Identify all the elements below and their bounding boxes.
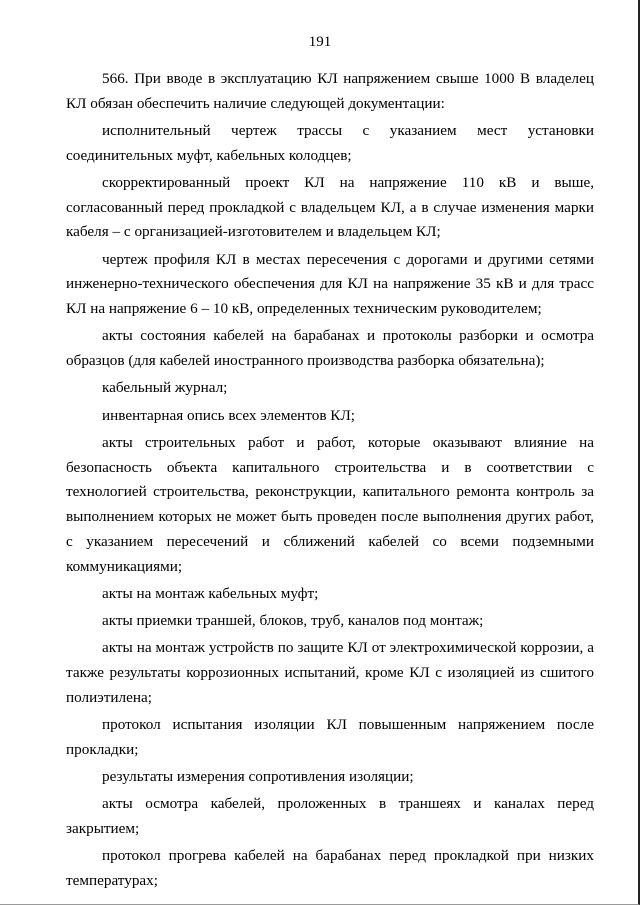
list-item: акты приемки траншей, блоков, труб, каналов под монтаж; — [102, 612, 484, 630]
list-item: акты на монтаж устройств по защите КЛ от электрохимической коррозии, а также результаты коррозионных испытаний, кроме КЛ с изоляцией из сшитого полиэтилена; — [66, 639, 594, 706]
page-number: 191 — [308, 34, 332, 50]
list-item: акты состояния кабелей на барабанах и протоколы разборки и осмотра образцов (для кабелей иностранного производства разборка обязательна); — [66, 327, 594, 370]
paragraph-566-intro: 566. При вводе в эксплуатацию КЛ напряжением свыше 1000 В владелец КЛ обязан обеспечить наличие следующей документации: — [66, 70, 594, 112]
list-item: акты на монтаж кабельных муфт; — [102, 584, 319, 602]
list-item: скорректированный проект КЛ на напряжение 110 кВ и выше, согласованный перед прокладкой с владельцем КЛ, а в случае изменения марки кабеля – с организацией-изготовителем и владельцем КЛ; — [66, 174, 594, 241]
list-item: акты осмотра кабелей, проложенных в траншеях и каналах перед закрытием; — [66, 795, 594, 838]
list-item: протокол испытания изоляции КЛ повышенным напряжением после прокладки; — [66, 716, 594, 758]
list-item: чертеж профиля КЛ в местах пересечения с дорогами и другими сетями инженерно-технического обеспечения для КЛ на напряжение 35 кВ и для трасс КЛ на напряжение 6 – 10 кВ, определенных техническим руководителем; — [66, 250, 594, 318]
list-item: инвентарная опись всех элементов КЛ; — [102, 406, 355, 424]
list-item: акты строительных работ и работ, которые оказывают влияние на безопасность объекта капитального строительства и в соответствии с технологией строительства, реконструкции, капитального ремонта контроль за выполнением которых не может быть проведен после выполнения других работ, с указанием пересечений и сближений кабелей со всеми подземными коммуникациями; — [66, 434, 594, 575]
document-body — [66, 67, 594, 894]
list-item: результаты измерения сопротивления изоляции; — [102, 768, 414, 786]
list-item: исполнительный чертеж трассы с указанием мест установки соединительных муфт, кабельных колодцев; — [66, 122, 594, 164]
list-item: кабельный журнал; — [102, 379, 228, 397]
list-item: протокол прогрева кабелей на барабанах перед прокладкой при низких температурах; — [66, 847, 594, 890]
